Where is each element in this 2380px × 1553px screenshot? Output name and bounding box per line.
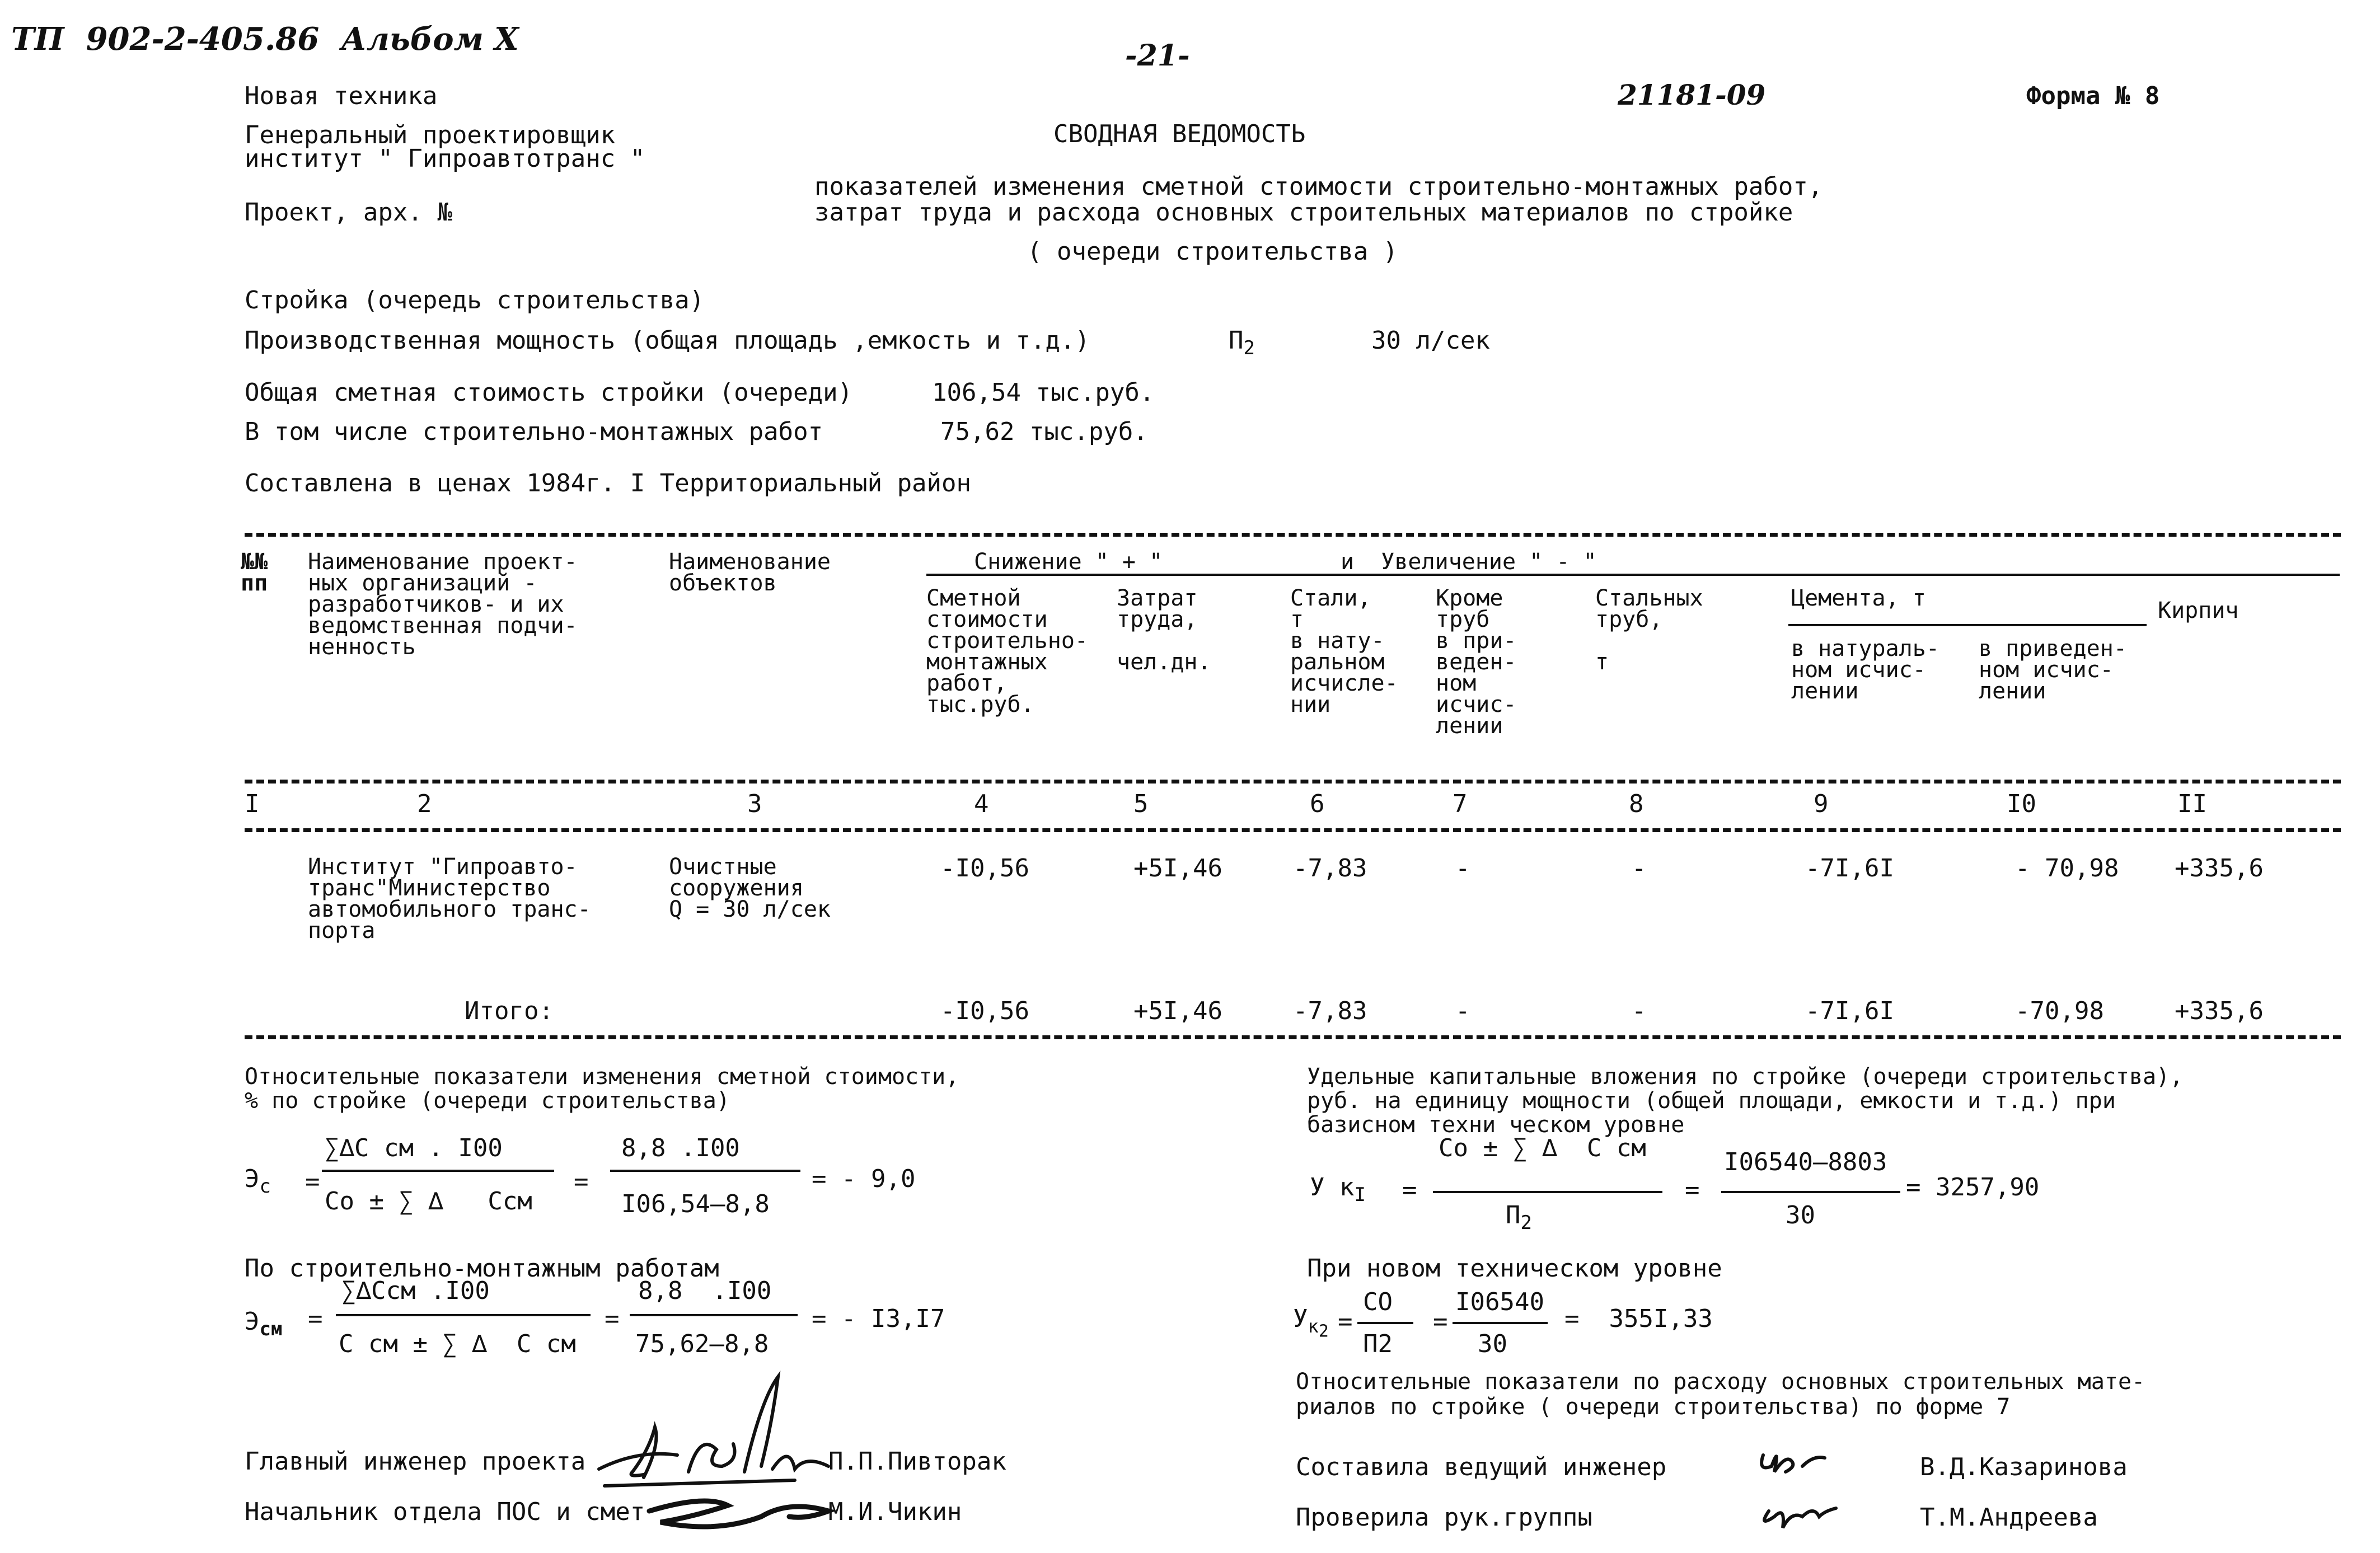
header-org: Наименование проект- ных организаций - разработчиков- и их ведомственная подчи- ненность [308, 549, 578, 660]
chief-engineer-signature [593, 1366, 856, 1550]
esm-numerator-2: 8,8 .I00 [638, 1277, 772, 1305]
row-except-pipes: - [1455, 854, 1470, 883]
total-cost-label: Общая сметная стоимость стройки (очереди) [245, 378, 853, 407]
uk1-result: = 3257,90 [1906, 1173, 2040, 1202]
construction-label: Стройка (очередь строительства) [245, 286, 705, 315]
prices-note: Составлена в ценах 1984г. I Территориальный район [245, 469, 972, 498]
form-number: Форма № 8 [2026, 82, 2160, 110]
total-cement-natural: -7I,6I [1805, 997, 1894, 1025]
total-cement-reduced: -70,98 [2015, 997, 2104, 1025]
uk2-numerator-2: I06540 [1455, 1288, 1544, 1316]
header-brick: Кирпич [2158, 598, 2239, 623]
ec-numerator-2: 8,8 .I00 [621, 1134, 740, 1162]
smr-cost-label: В том числе строительно-монтажных работ [245, 417, 823, 446]
uk1-denominator-2: 30 [1786, 1201, 1815, 1230]
ec-fraction-bar-2 [610, 1170, 800, 1172]
document-code: 21181-09 [1618, 78, 1766, 111]
colnum-3: 3 [747, 790, 762, 818]
ec-result: = - 9,0 [812, 1165, 916, 1193]
compiled-label: Составила ведущий инженер [1296, 1453, 1667, 1481]
ec-fraction-bar [322, 1170, 554, 1172]
header-cement: Цемента, т [1791, 585, 1926, 611]
header-cement-natural: в натураль- ном исчис- лении [1791, 636, 1939, 704]
esm-numerator: ∑∆Ссм .I00 [341, 1277, 490, 1305]
uk1-fraction-bar [1433, 1191, 1662, 1193]
capacity-symbol: $П_2$ [1229, 326, 1255, 359]
total-cost: -I0,56 [940, 997, 1029, 1025]
page-number: -21- [1125, 39, 1190, 73]
total-steel-pipes: - [1632, 997, 1647, 1025]
ec-denominator-2: I06,54–8,8 [621, 1190, 770, 1218]
uk1-numerator-2: I06540–8803 [1724, 1148, 1887, 1176]
row-cement-natural: -7I,6I [1805, 854, 1894, 883]
total-except-pipes: - [1455, 997, 1470, 1025]
colnum-10: I0 [2007, 790, 2036, 818]
title-line-2: показателей изменения сметной стоимости строительно-монтажных работ, [814, 172, 1823, 201]
row-org: Институт "Гипроавто- транс"Министерство автомобильного транс- порта [308, 854, 591, 944]
title-line-3: затрат труда и расхода основных строительных материалов по стройке [814, 198, 1793, 227]
ec-symbol: $Э_с$ [245, 1165, 271, 1198]
compiled-signature [1752, 1433, 1853, 1545]
colnum-bottom-rule [245, 828, 2341, 832]
capex-heading-2: руб. на единицу мощности (общей площади, емкости и т.д.) при [1307, 1088, 2116, 1114]
header-bottom-rule [245, 780, 2341, 783]
colnum-9: 9 [1814, 790, 1829, 818]
uk2-fraction-bar-2 [1453, 1322, 1548, 1324]
chief-engineer-name: П.П.Пивторак [828, 1447, 1006, 1476]
uk2-symbol: $У_{к_2}$ [1293, 1305, 1329, 1341]
row-cost: -I0,56 [940, 854, 1029, 883]
ratio-heading-1: Относительные показатели изменения сметной стоимости, [245, 1064, 959, 1090]
checked-name: Т.М.Андреева [1920, 1503, 2098, 1532]
capacity-value: 30 л/сек [1371, 326, 1490, 355]
uk2-numerator: СО [1363, 1288, 1393, 1316]
compiled-name: В.Д.Казаринова [1920, 1453, 2128, 1481]
esm-fraction-bar [336, 1314, 591, 1316]
smr-cost-value: 75,62 тыс.руб. [940, 417, 1148, 446]
header-labor: Затрат труда, чел.дн. [1117, 585, 1211, 675]
chief-engineer-label: Главный инженер проекта [245, 1447, 586, 1476]
uk1-fraction-bar-2 [1721, 1191, 1900, 1193]
table-bottom-rule [245, 1035, 2341, 1039]
total-cost-value: 106,54 тыс.руб. [932, 378, 1155, 407]
colnum-8: 8 [1629, 790, 1644, 818]
uk1-symbol: У $к_I$ [1310, 1173, 1366, 1206]
uk2-denominator: П2 [1363, 1330, 1393, 1358]
row-steel: -7,83 [1293, 854, 1367, 883]
materials-note-2: риалов по стройке ( очереди строительства) по форме 7 [1296, 1394, 2011, 1420]
new-level-heading: При новом техническом уровне [1307, 1254, 1722, 1283]
header-steel: Стали, т в нату- ральном исчисле- нии [1290, 585, 1398, 717]
smr-heading: По строительно-монтажным работам [245, 1254, 719, 1283]
header-line-4: Проект, арх. № [245, 198, 452, 227]
header-cost: Сметной стоимости строительно- монтажных работ, тыс.руб. [926, 585, 1088, 717]
capex-heading-1: Удельные капитальные вложения по стройке (очереди строительства), [1307, 1064, 2184, 1090]
header-num: №№ пп [241, 549, 268, 596]
row-cement-reduced: - 70,98 [2015, 854, 2119, 883]
colnum-1: I [245, 790, 260, 818]
uk2-result: = 355I,33 [1564, 1305, 1713, 1333]
header-except-pipes: Кроме труб в при- веден- ном исчис- лении [1436, 585, 1517, 739]
row-labor: +5I,46 [1133, 854, 1222, 883]
page-title: СВОДНАЯ ВЕДОМОСТЬ [1053, 120, 1306, 148]
esm-denominator: С см ± ∑ ∆ С см [339, 1330, 576, 1358]
total-brick: +335,6 [2175, 997, 2264, 1025]
colnum-7: 7 [1453, 790, 1468, 818]
materials-note-1: Относительные показатели по расходу основных строительных мате- [1296, 1369, 2145, 1395]
dept-head-label: Начальник отдела ПОС и смет [245, 1498, 645, 1526]
header-line-3: институт " Гипроавтотранс " [245, 144, 645, 173]
ratio-heading-2: % по стройке (очереди строительства) [245, 1088, 730, 1114]
uk2-fraction-bar [1357, 1322, 1413, 1324]
title-line-4: ( очереди строительства ) [1027, 237, 1398, 266]
dept-head-name: М.И.Чикин [828, 1498, 962, 1526]
colnum-2: 2 [417, 790, 432, 818]
total-label: Итого: [465, 997, 554, 1025]
esm-denominator-2: 75,62–8,8 [635, 1330, 769, 1358]
table-top-rule [245, 533, 2341, 537]
header-group-increase: и Увеличение " - " [1341, 549, 1597, 575]
header-cement-reduced: в приведен- ном исчис- лении [1979, 636, 2127, 704]
ec-denominator: Со ± ∑ ∆ Ссм [325, 1187, 532, 1216]
header-line-2: Генеральный проектировщик [245, 121, 616, 149]
capex-heading-3: базисном техни ческом уровне [1307, 1112, 1685, 1138]
row-steel-pipes: - [1632, 854, 1647, 883]
ec-numerator: ∑∆С см . I00 [325, 1134, 503, 1162]
uk1-numerator: Со ± ∑ ∆ С см [1439, 1134, 1646, 1162]
esm-result: = - I3,I7 [812, 1305, 945, 1333]
album-code: ТП 902-2-405.86 Альбом X [11, 21, 519, 58]
row-brick: +335,6 [2175, 854, 2264, 883]
row-objects: Очистные сооружения Q = 30 л/сек [669, 854, 831, 922]
colnum-11: II [2177, 790, 2207, 818]
esm-fraction-bar-2 [630, 1314, 798, 1316]
uk1-denominator: $П_2$ [1506, 1201, 1532, 1234]
checked-label: Проверила рук.группы [1296, 1503, 1592, 1532]
cement-underline [1788, 624, 2147, 626]
capacity-label: Производственная мощность (общая площадь ,емкость и т.д.) [245, 326, 1090, 355]
colnum-5: 5 [1133, 790, 1149, 818]
header-steel-pipes: Стальных труб, т [1595, 585, 1703, 675]
total-labor: +5I,46 [1133, 997, 1222, 1025]
total-steel: -7,83 [1293, 997, 1367, 1025]
colnum-4: 4 [974, 790, 989, 818]
header-group-decrease: Снижение " + " [974, 549, 1163, 575]
uk2-denominator-2: 30 [1478, 1330, 1507, 1358]
header-line-1: Новая техника [245, 82, 438, 110]
header-objects: Наименование объектов [669, 549, 831, 596]
colnum-6: 6 [1310, 790, 1325, 818]
esm-symbol: $Э_{см}$ [245, 1307, 283, 1340]
